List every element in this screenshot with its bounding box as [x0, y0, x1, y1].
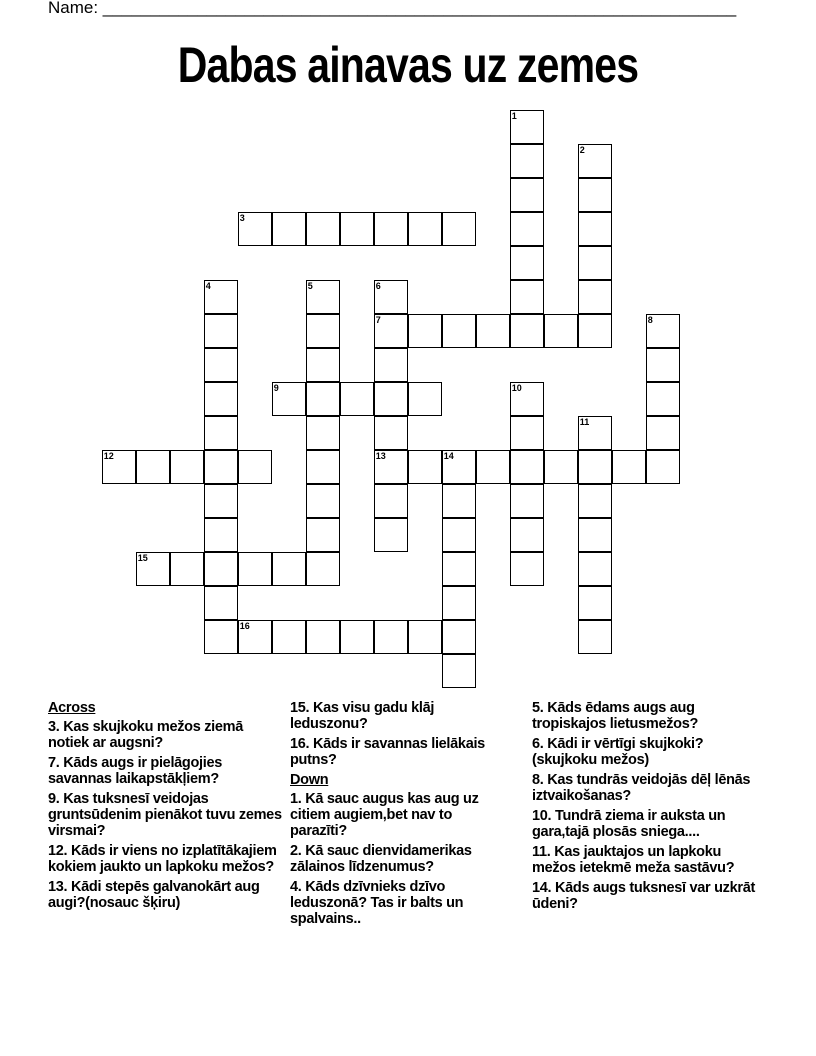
- clue-item: [48, 879, 283, 911]
- clue-item-text: Kas tuksnesī veidojas gruntsūdenim pienākot tuvu zemes virsmai?: [48, 791, 282, 839]
- clue-number: 8: [647, 315, 653, 326]
- grid-cell[interactable]: [612, 450, 646, 484]
- grid-cell[interactable]: [510, 246, 544, 280]
- grid-cell[interactable]: [646, 314, 680, 348]
- clue-section-header: Across: [48, 700, 96, 716]
- clue-item-number: 15.: [290, 700, 313, 716]
- grid-cell[interactable]: [578, 484, 612, 518]
- clue-number: 14: [443, 451, 454, 462]
- clue-item: [48, 843, 283, 875]
- grid-cell[interactable]: [578, 620, 612, 654]
- grid-cell[interactable]: [204, 280, 238, 314]
- clue-item-number: 10.: [532, 808, 555, 824]
- clue-item: [532, 880, 762, 912]
- grid-cell[interactable]: [204, 518, 238, 552]
- clue-item: [532, 772, 762, 804]
- grid-cell[interactable]: [408, 620, 442, 654]
- grid-cell[interactable]: [510, 280, 544, 314]
- clue-number: 3: [239, 213, 245, 224]
- clue-item: [290, 879, 505, 927]
- grid-cell[interactable]: [510, 450, 544, 484]
- clue-item-text: Kas jauktajos un lapkoku mežos ietekmē meža sastāvu?: [532, 844, 735, 876]
- grid-cell[interactable]: [136, 450, 170, 484]
- grid-cell[interactable]: [306, 518, 340, 552]
- clue-item: [290, 791, 505, 839]
- clue-item: [48, 755, 283, 787]
- clue-item-text: Kādi ir vērtīgi skujkoki?(skujkoku mežos): [532, 736, 704, 768]
- grid-cell[interactable]: [510, 144, 544, 178]
- grid-cell[interactable]: [408, 382, 442, 416]
- grid-cell[interactable]: [442, 484, 476, 518]
- clue-item-number: 16.: [290, 736, 313, 752]
- grid-cell[interactable]: [272, 382, 306, 416]
- grid-cell[interactable]: [578, 518, 612, 552]
- grid-cell[interactable]: [272, 212, 306, 246]
- grid-cell[interactable]: [646, 348, 680, 382]
- grid-cell[interactable]: [510, 178, 544, 212]
- grid-cell[interactable]: [306, 620, 340, 654]
- grid-cell[interactable]: [578, 314, 612, 348]
- grid-cell[interactable]: [578, 144, 612, 178]
- grid-cell[interactable]: [442, 314, 476, 348]
- grid-cell[interactable]: [306, 450, 340, 484]
- grid-cell[interactable]: [544, 450, 578, 484]
- grid-cell[interactable]: [272, 552, 306, 586]
- grid-cell[interactable]: [340, 212, 374, 246]
- clue-number: 16: [239, 621, 250, 632]
- clue-item-number: 3.: [48, 719, 64, 735]
- clue-item: [532, 808, 762, 840]
- grid-cell[interactable]: [578, 246, 612, 280]
- grid-cell[interactable]: [238, 450, 272, 484]
- clue-item: [532, 844, 762, 876]
- grid-cell[interactable]: [510, 518, 544, 552]
- grid-cell[interactable]: [238, 620, 272, 654]
- clue-item-text: Kāds ir savannas lielākais putns?: [290, 736, 485, 768]
- grid-cell[interactable]: [544, 314, 578, 348]
- clue-number: 2: [579, 145, 585, 156]
- clue-item: [290, 700, 505, 732]
- grid-cell[interactable]: [204, 382, 238, 416]
- grid-cell[interactable]: [340, 620, 374, 654]
- grid-cell[interactable]: [442, 654, 476, 688]
- grid-cell[interactable]: [374, 450, 408, 484]
- grid-cell[interactable]: [510, 110, 544, 144]
- grid-cell[interactable]: [442, 620, 476, 654]
- grid-cell[interactable]: [374, 518, 408, 552]
- clue-item-text: Kāds augs ir pielāgojies savannas laikapstākļiem?: [48, 755, 223, 787]
- grid-cell[interactable]: [442, 518, 476, 552]
- grid-cell[interactable]: [374, 212, 408, 246]
- grid-cell[interactable]: [476, 314, 510, 348]
- grid-cell[interactable]: [204, 586, 238, 620]
- clue-item-number: 5.: [532, 700, 548, 716]
- grid-cell[interactable]: [102, 450, 136, 484]
- clue-number: 6: [375, 281, 381, 292]
- clue-item-number: 11.: [532, 844, 555, 860]
- grid-cell[interactable]: [442, 212, 476, 246]
- grid-cell[interactable]: [204, 552, 238, 586]
- name-line: Name: ___________________________________________________________________: [48, 0, 737, 17]
- grid-cell[interactable]: [374, 416, 408, 450]
- grid-cell[interactable]: [510, 314, 544, 348]
- grid-cell[interactable]: [374, 620, 408, 654]
- clue-item-text: Kādi stepēs galvanokārt aug augi?(nosauc šķiru): [48, 879, 260, 911]
- grid-cell[interactable]: [374, 484, 408, 518]
- grid-cell[interactable]: [272, 620, 306, 654]
- grid-cell[interactable]: [578, 552, 612, 586]
- clue-number: 4: [205, 281, 211, 292]
- grid-cell[interactable]: [340, 382, 374, 416]
- clue-item-text: Kā sauc dienvidamerikas zālainos līdzenumus?: [290, 843, 472, 875]
- grid-cell[interactable]: [306, 348, 340, 382]
- grid-cell[interactable]: [578, 586, 612, 620]
- clue-item-text: Tundrā ziema ir auksta un gara,tajā plosās sniega....: [532, 808, 726, 840]
- clue-item: [48, 791, 283, 839]
- clue-item-text: Kas visu gadu klāj leduszonu?: [290, 700, 435, 732]
- grid-cell[interactable]: [306, 484, 340, 518]
- grid-cell[interactable]: [374, 280, 408, 314]
- grid-cell[interactable]: [204, 450, 238, 484]
- clue-number: 12: [103, 451, 114, 462]
- grid-cell[interactable]: [204, 620, 238, 654]
- clue-item-number: 8.: [532, 772, 548, 788]
- clue-item-text: Kā sauc augus kas aug uz citiem augiem,bet nav to parazīti?: [290, 791, 479, 839]
- grid-cell[interactable]: [510, 552, 544, 586]
- grid-cell[interactable]: [374, 314, 408, 348]
- clue-item-text: Kāds ir viens no izplatītākajiem kokiem jaukto un lapkoku mežos?: [48, 843, 277, 875]
- clue-number: 1: [511, 111, 517, 122]
- clue-item: [532, 700, 762, 732]
- grid-cell[interactable]: [204, 314, 238, 348]
- grid-cell[interactable]: [374, 348, 408, 382]
- clue-item-number: 12.: [48, 843, 71, 859]
- grid-cell[interactable]: [306, 416, 340, 450]
- grid-cell[interactable]: [578, 280, 612, 314]
- clue-item-text: Kas skujkoku mežos ziemā notiek ar augsni?: [48, 719, 244, 751]
- grid-cell[interactable]: [578, 416, 612, 450]
- grid-cell[interactable]: [408, 314, 442, 348]
- grid-cell[interactable]: [646, 382, 680, 416]
- grid-cell[interactable]: [238, 212, 272, 246]
- clue-item-text: Kāds dzīvnieks dzīvo leduszonā? Tas ir balts un spalvains..: [290, 879, 464, 927]
- clues-column-3: [532, 700, 762, 916]
- clue-item-number: 6.: [532, 736, 548, 752]
- grid-cell[interactable]: [578, 178, 612, 212]
- clue-item-number: 4.: [290, 879, 306, 895]
- clue-section-header: Down: [290, 772, 329, 788]
- grid-cell[interactable]: [646, 416, 680, 450]
- clues-column-2: [290, 700, 505, 931]
- grid-cell[interactable]: [238, 552, 272, 586]
- clue-number: 9: [273, 383, 279, 394]
- page-title: Dabas ainavas uz zemes: [177, 37, 639, 93]
- grid-cell[interactable]: [306, 382, 340, 416]
- clue-number: 7: [375, 315, 381, 326]
- clue-item-text: Kas tundrās veidojās dēļ lēnās iztvaikošanas?: [532, 772, 751, 804]
- clue-item: [290, 843, 505, 875]
- grid-cell[interactable]: [408, 212, 442, 246]
- clue-item: [48, 719, 283, 751]
- grid-cell[interactable]: [510, 416, 544, 450]
- grid-cell[interactable]: [306, 552, 340, 586]
- clue-item-number: 13.: [48, 879, 71, 895]
- grid-cell[interactable]: [306, 314, 340, 348]
- grid-cell[interactable]: [646, 450, 680, 484]
- clue-number: 15: [137, 553, 148, 564]
- grid-cell[interactable]: [306, 212, 340, 246]
- clue-item-number: 1.: [290, 791, 306, 807]
- grid-cell[interactable]: [204, 416, 238, 450]
- grid-cell[interactable]: [578, 450, 612, 484]
- clue-item-number: 9.: [48, 791, 64, 807]
- clue-item-number: 7.: [48, 755, 64, 771]
- clues-column-1: [48, 700, 283, 915]
- grid-cell[interactable]: [442, 586, 476, 620]
- clue-number: 13: [375, 451, 386, 462]
- grid-cell[interactable]: [170, 552, 204, 586]
- clue-number: 5: [307, 281, 313, 292]
- clue-item-text: Kāds ēdams augs aug tropiskajos lietusmežos?: [532, 700, 699, 732]
- grid-cell[interactable]: [408, 450, 442, 484]
- grid-cell[interactable]: [578, 212, 612, 246]
- clue-item-text: Kāds augs tuksnesī var uzkrāt ūdeni?: [532, 880, 756, 912]
- grid-cell[interactable]: [136, 552, 170, 586]
- grid-cell[interactable]: [306, 280, 340, 314]
- grid-cell[interactable]: [170, 450, 204, 484]
- clue-item: [532, 736, 762, 768]
- clue-item-number: 2.: [290, 843, 306, 859]
- clue-item-number: 14.: [532, 880, 555, 896]
- grid-cell[interactable]: [204, 348, 238, 382]
- grid-cell[interactable]: [442, 450, 476, 484]
- clue-item: [290, 736, 505, 768]
- clue-number: 11: [579, 417, 590, 428]
- grid-cell[interactable]: [510, 212, 544, 246]
- clue-number: 10: [511, 383, 522, 394]
- grid-cell[interactable]: [442, 552, 476, 586]
- grid-cell[interactable]: [476, 450, 510, 484]
- grid-cell[interactable]: [510, 484, 544, 518]
- grid-cell[interactable]: [374, 382, 408, 416]
- grid-cell[interactable]: [204, 484, 238, 518]
- grid-cell[interactable]: [510, 382, 544, 416]
